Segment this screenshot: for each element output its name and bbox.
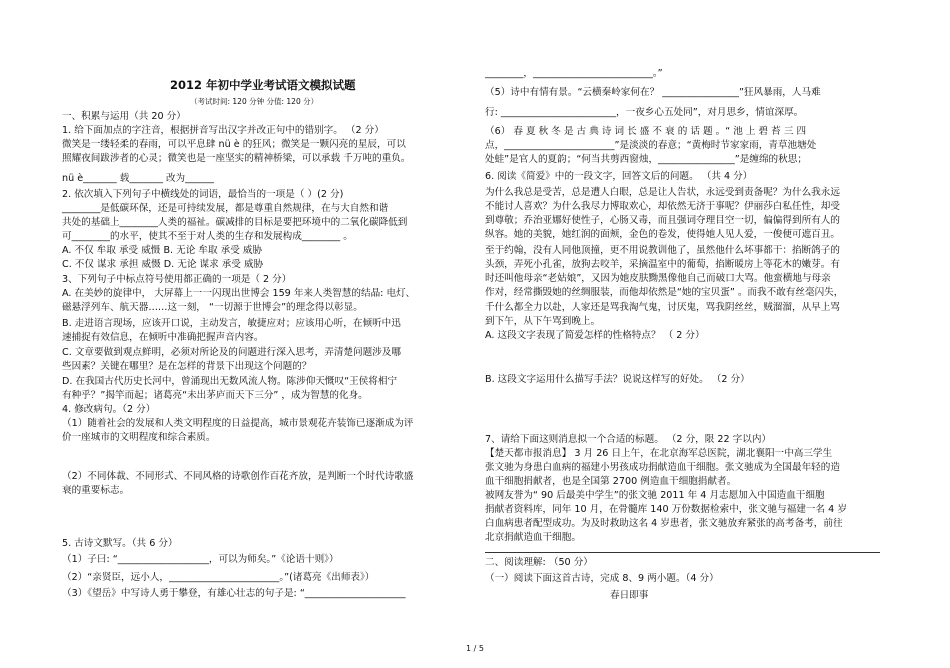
text-line: 白血病患者配型成功。为及时救助这名 4 岁患者，张文驰放弃紧张的高考备考，前往 <box>485 518 843 529</box>
text-line: （5）诗中有情有景。“云横秦岭家何在？ ________________”狂风暴雨，人马难 <box>485 87 821 98</box>
text-line: 二、阅读理解: （50 分） <box>485 557 593 568</box>
text-line: 至于约翰，没有人同他顶撞，更不用说教训他了，虽然他什么坏事都干：掐断鸽子的 <box>485 245 840 256</box>
text-line: 千什么都全力以赴，人家还是骂我淘气鬼，讨厌鬼，骂我阴丝丝，贼溜溜，从早上骂 <box>485 302 840 313</box>
text-line: 北京捐献造血干细胞。 <box>485 532 581 543</box>
text-line: B. 走进语言现场，应该开口说，主动发言，敏捷应对；应该用心听，在倾听中迅 <box>62 318 401 329</box>
text-line: 为什么我总是受苦，总是遭人白眼，总是让人告状，永远受到责备呢？为什么我永远 <box>485 187 840 198</box>
text-line: D. 在我国古代历史长河中，曾涌现出无数风流人物。陈涉仰天慨叹“王侯将相宁 <box>62 376 398 387</box>
text-line: 可________的水平，使其不至于对人类的生存和发展构成________ 。 <box>62 231 353 242</box>
text-line: A. 在美妙的旋律中， 大屏幕上一一闪现出世博会 159 年来人类智慧的结晶: 电灯、 <box>62 288 416 299</box>
text-line: A. 不仅 牟取 承受 威慑 B. 无论 牟取 承受 威胁 <box>62 245 263 256</box>
text-line: 一、积累与运用（共 20 分） <box>62 111 186 122</box>
text-line: （2）不同体裁、不同形式、不同风格的诗歌创作百花齐放，是判断一个时代诗歌盛 <box>62 471 414 482</box>
text-line: 到下午，从下午骂到晚上。 <box>485 316 601 327</box>
text-line: 血干细胞捐献者，也是全国第 2700 例造血干细胞捐献者。 <box>485 476 737 487</box>
text-line: 张文驰为身患白血病的福建小男孩成功捐献造血干细胞。张文驰成为全国最年轻的造 <box>485 462 840 473</box>
text-line: 磁悬浮列车、航天器……这一刻， “一切源于世博会”的理念得以彰显。 <box>62 302 363 313</box>
text-line: 6. 阅读《简爱》中的一段文字，回答文后的问题。 （共 4 分） <box>485 171 753 182</box>
text-line: 春日即事 <box>610 590 649 601</box>
text-line: ________是低碳环保，还是可持续发展，都是尊重自然规律，在与大自然和谐 <box>62 203 389 214</box>
text-line: 价一座城市的文明程度和综合素质。 <box>62 432 216 443</box>
section-divider <box>485 552 880 553</box>
text-line: （2）“亲贤臣，远小人，_______________________。”(诸葛亮《出师表》） <box>62 572 375 583</box>
text-line: B. 这段文字运用什么描写手法？说说这样写的好处。 （2 分） <box>485 374 750 385</box>
text-line: 速捕捉有效信息，在倾听中准确把握声音内容。 <box>62 332 264 343</box>
text-line: 照耀夜间跋涉者的心灵；微笑也是一座坚实的精神桥梁，可以承载 千万吨的重负。 <box>62 153 411 164</box>
text-line: 衰的重要标志。 <box>62 485 130 496</box>
text-line: 处蛙”是官人的夏韵；“何当共剪西窗烛，________________”是缠绵的秋思； <box>485 154 807 165</box>
text-line: （1）随着社会的发展和人类文明程度的日益提高，城市景观花卉装饰已逐渐成为评 <box>62 418 414 429</box>
text-line: 5. 古诗文默写。（共 6 分） <box>62 538 178 549</box>
exam-title: 2012 年初中学业考试语文模拟试题 <box>170 78 356 92</box>
text-line: 【楚天都市报消息】 3 月 26 日上午，在北京海军总医院，湖北襄阳一中高三学生 <box>485 448 833 459</box>
text-line: （6） 春 夏 秋 冬 是 古 典 诗 词 长 盛 不 衰 的 话 题 。“ 池 上 碧 苔 三 四 <box>485 126 807 137</box>
text-line: 被网友誉为“ 90 后最美中学生”的张文驰 2011 年 4 月志愿加入中国造血干细胞 <box>485 490 825 501</box>
text-line: （3）《望岳》中写诗人勇于攀登，有雄心壮志的句子是: “_____________________ <box>62 588 406 599</box>
text-line: 1. 给下面加点的字注音，根据拼音写出汉字并改正句中的错别字。 （2 分） <box>62 125 384 136</box>
text-line: nü è_______ 载_______ 改为______ <box>62 173 214 184</box>
text-line: （考试时间: 120 分钟 分值: 120 分） <box>190 97 319 106</box>
text-line: ________，_________________________。” <box>485 68 663 79</box>
text-line: 纵容。她的美貌，她红润的面颊，金色的卷发，使得她人见人爱，一俊便可遮百丑。 <box>485 229 840 240</box>
text-line: 7、请给下面这则消息拟一个合适的标题。 （2 分，限 22 字以内） <box>485 434 772 445</box>
text-line: 作对，经常撕毁她的丝绸服装，而他却依然是“她的宝贝蛋” 。而我不敢有丝毫闪失， <box>485 287 844 298</box>
text-line: 有种乎？”揭竿而起；诸葛亮“未出茅庐而天下三分” ，成为智慧的化身。 <box>62 390 368 401</box>
text-line: 3、下列句子中标点符号使用都正确的一项是（ 2 分） <box>62 274 292 285</box>
text-line: 共处的基础上________人类的福祉。碳减排的目标是要把环境中的二氧化碳降低到 <box>62 217 408 228</box>
text-line: 不能讨人喜欢？为什么我尽力博取欢心，却依然无济于事呢？伊丽莎白私任性，却受 <box>485 201 840 212</box>
text-line: 头颈，弄死小孔雀，放狗去咬羊，采摘温室中的葡萄，掐断暖房上等花木的嫩芽。有 <box>485 259 840 270</box>
text-line: 捐献者资料库，同年 10 月，在骨髓库 140 万份数据检索中，张文驰与福建一名 4 岁 <box>485 504 847 515</box>
page-number: 1 / 5 <box>466 644 484 653</box>
text-line: 微笑是一缕轻柔的春雨，可以平息肆 nü è 的狂风；微笑是一颗闪亮的星辰，可以 <box>62 139 406 150</box>
text-line: 2. 依次填入下列句子中横线处的词语，最恰当的一项是（ ）(2 分) <box>62 189 344 200</box>
text-line: 点，_______________________”是淡淡的春意；“黄梅时节家家雨，青草池塘处 <box>485 140 817 151</box>
text-line: A. 这段文字表现了简爱怎样的性格特点？ （ 2 分） <box>485 330 705 341</box>
text-line: 4. 修改病句。（2 分） <box>62 404 156 415</box>
text-line: （一）阅读下面这首古诗，完成 8、9 两小题。（4 分） <box>485 573 719 584</box>
text-line: 些因素？关键在哪里？是在怎样的背景下出现这个问题的？ <box>62 361 312 372</box>
text-line: C. 不仅 谋求 承担 威慑 D. 无论 谋求 承受 威胁 <box>62 259 264 270</box>
text-line: （1）子曰: “___________________，可以为师矣。”《论语十则》） <box>62 554 339 565</box>
text-line: 到尊敬；乔治亚娜好使性子，心肠又毒，而且强词夺理目空一切，偏偏得到所有人的 <box>485 215 840 226</box>
text-line: 行: ________________________，一夜乡心五处同”，对月思乡，情谊深厚。 <box>485 107 804 118</box>
text-line: C. 文章要做到观点鲜明，必须对所论及的问题进行深入思考，弄清楚问题涉及哪 <box>62 347 401 358</box>
text-line: 时还叫他母亲“老姑娘”，又因为她皮肤黝黑像他自己而破口大骂。他蛮横地与母亲 <box>485 273 831 284</box>
